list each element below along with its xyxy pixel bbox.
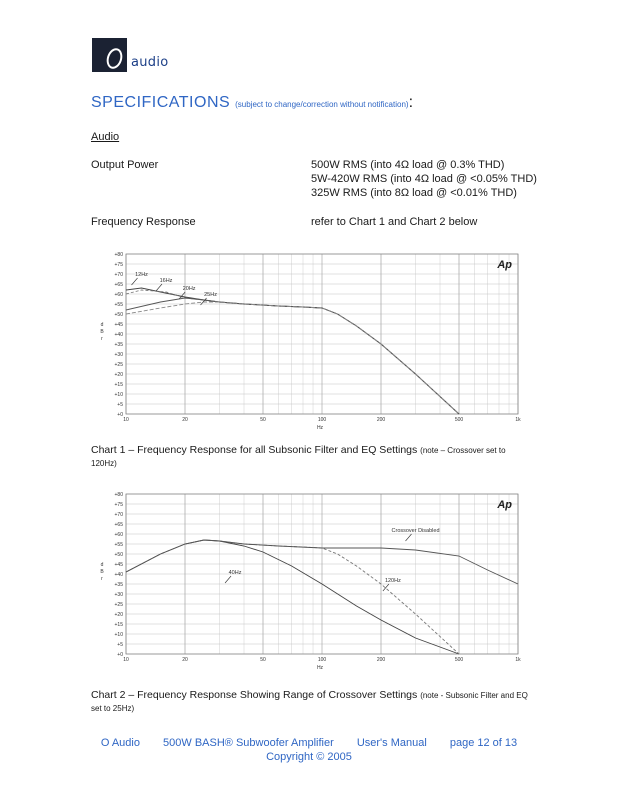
section-heading-audio: Audio	[91, 131, 120, 143]
y-tick-label: +75	[114, 502, 123, 508]
output-power-line-2: 5W-420W RMS (into 4Ω load @ <0.05% THD)	[311, 173, 537, 185]
y-tick-label: +55	[114, 542, 123, 548]
annotation-arrow	[225, 576, 231, 583]
chart-2-caption-main: Chart 2 – Frequency Response Showing Range of Crossover Settings	[91, 689, 418, 701]
frequency-response-label: Frequency Response	[91, 216, 196, 228]
x-tick-label: 10	[123, 657, 129, 663]
ap-logo: Ap	[497, 259, 512, 271]
y-tick-label: +75	[114, 262, 123, 268]
chart-2	[90, 486, 530, 671]
chart-2-caption-note: (note - Subsonic Filter and EQ set to 25Hz)	[91, 691, 528, 713]
x-tick-label: 100	[317, 657, 327, 663]
annotation-label: 20Hz	[182, 286, 196, 292]
series-line	[126, 540, 459, 654]
y-tick-label: +25	[114, 602, 123, 608]
x-tick-label: 20	[182, 417, 188, 423]
chart-1-caption-note: (note – Crossover set to 120Hz)	[91, 446, 506, 468]
y-tick-label: +45	[114, 322, 123, 328]
y-axis-label: d	[100, 562, 104, 568]
logo-o-mark	[104, 46, 125, 71]
y-tick-label: +40	[114, 332, 123, 338]
y-tick-label: +80	[114, 492, 123, 498]
y-tick-label: +55	[114, 302, 123, 308]
chart-1-svg	[90, 246, 530, 436]
footer-page: page 12 of 13	[449, 737, 518, 749]
y-tick-label: +20	[114, 372, 123, 378]
y-tick-label: +65	[114, 522, 123, 528]
y-tick-label: +45	[114, 562, 123, 568]
y-tick-label: +10	[114, 392, 123, 398]
y-tick-label: +0	[117, 412, 123, 418]
y-tick-label: +70	[114, 512, 123, 518]
x-tick-label: 500	[454, 657, 464, 663]
y-tick-label: +35	[114, 582, 123, 588]
chart-1-caption-main: Chart 1 – Frequency Response for all Subsonic Filter and EQ Settings	[91, 444, 418, 456]
x-tick-label: 500	[454, 417, 464, 423]
chart-1	[90, 246, 530, 431]
chart-2-svg	[90, 486, 530, 676]
x-tick-label: 100	[317, 417, 327, 423]
x-tick-label: 10	[123, 417, 129, 423]
y-axis-label: B	[100, 329, 104, 335]
annotation-arrow	[406, 534, 412, 541]
y-tick-label: +60	[114, 532, 123, 538]
annotation-label: Crossover Disabled	[391, 528, 440, 534]
output-power-label: Output Power	[91, 159, 159, 171]
y-tick-label: +30	[114, 592, 123, 598]
title-subtitle: (subject to change/correction without notification)	[235, 100, 409, 109]
y-axis-label: r	[101, 336, 103, 342]
footer-doc: User's Manual	[356, 737, 427, 749]
y-tick-label: +5	[117, 402, 123, 408]
y-tick-label: +80	[114, 252, 123, 258]
series-line	[126, 540, 459, 654]
y-tick-label: +70	[114, 272, 123, 278]
series-line	[126, 302, 459, 414]
y-axis-label: d	[100, 322, 104, 328]
annotation-label: 16Hz	[159, 278, 173, 284]
output-power-values	[311, 158, 537, 200]
title-colon: :	[408, 94, 414, 111]
y-tick-label: +50	[114, 312, 123, 318]
y-tick-label: +20	[114, 612, 123, 618]
title-text: SPECIFICATIONS	[91, 94, 231, 111]
output-power-line-1: 500W RMS (into 4Ω load @ 0.3% THD)	[311, 159, 505, 171]
x-tick-label: 20	[182, 657, 188, 663]
footer-line-1	[0, 737, 618, 749]
x-tick-label: 1k	[515, 417, 521, 423]
footer-copyright: Copyright © 2005	[266, 751, 352, 763]
y-tick-label: +65	[114, 282, 123, 288]
y-tick-label: +60	[114, 292, 123, 298]
x-tick-label: 50	[260, 657, 266, 663]
x-axis-label: Hz	[316, 665, 324, 671]
annotation-arrow	[156, 284, 162, 291]
annotation-label: 120Hz	[384, 578, 401, 584]
x-axis-label: Hz	[316, 425, 324, 431]
output-power-line-3: 325W RMS (into 8Ω load @ <0.01% THD)	[311, 187, 517, 199]
y-tick-label: +30	[114, 352, 123, 358]
annotation-label: 25Hz	[204, 292, 217, 298]
series-line	[126, 298, 459, 414]
footer-product: 500W BASH® Subwoofer Amplifier	[163, 737, 334, 749]
y-tick-label: +15	[114, 622, 123, 628]
x-tick-label: 200	[376, 657, 386, 663]
frequency-response-value: refer to Chart 1 and Chart 2 below	[311, 216, 478, 228]
y-tick-label: +10	[114, 632, 123, 638]
series-line	[126, 290, 459, 414]
logo-text: audio	[131, 55, 169, 70]
y-tick-label: +25	[114, 362, 123, 368]
y-axis-label: r	[101, 576, 103, 582]
y-tick-label: +5	[117, 642, 123, 648]
y-axis-label: B	[100, 569, 104, 575]
chart-1-caption	[91, 444, 531, 470]
x-tick-label: 50	[260, 417, 266, 423]
y-tick-label: +40	[114, 572, 123, 578]
x-tick-label: 1k	[515, 657, 521, 663]
annotation-label: 12Hz	[135, 272, 148, 278]
y-tick-label: +35	[114, 342, 123, 348]
y-tick-label: +0	[117, 652, 123, 658]
y-tick-label: +15	[114, 382, 123, 388]
y-tick-label: +50	[114, 552, 123, 558]
annotation-label: 40Hz	[228, 570, 242, 576]
chart-2-caption	[91, 689, 531, 715]
company-logo	[92, 38, 127, 72]
page-title	[91, 94, 414, 112]
ap-logo: Ap	[497, 499, 512, 511]
x-tick-label: 200	[376, 417, 386, 423]
footer-company: O Audio	[100, 737, 140, 749]
